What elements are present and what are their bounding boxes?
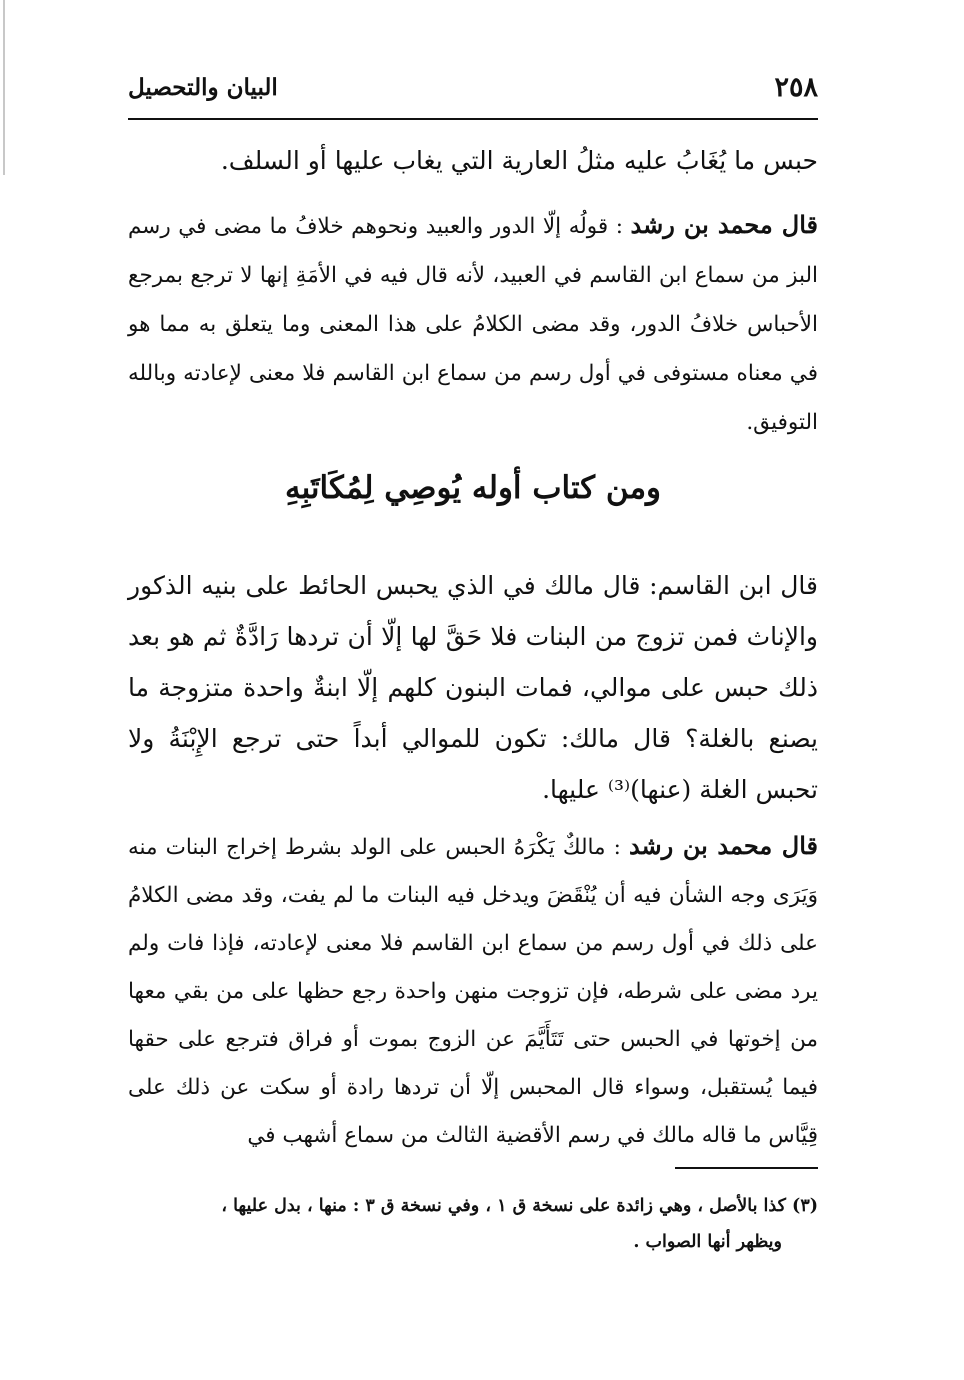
commentary-text-1: : قولُه إلّا الدور والعبيد ونحوهم خلافُ ما مضى في رسم البز من سماع ابن القاسم في العبيد، لأنه قال فيه في الأمَةِ إنها لا ترجع بمرجع الأحباس خلافُ الدور، وقد مضى الكلامُ على هذا المعنى وما يتعلق به مما هو في معناه مستوفى في أول رسم من سماع ابن القاسم فلا معنى لإعادته وبالله التوفيق. bbox=[128, 214, 818, 435]
commentary-paragraph-1 bbox=[128, 200, 818, 447]
scan-margin-line bbox=[3, 0, 5, 175]
text-paragraph: قال ابن القاسم: قال مالك في الذي يحبس الحائط على بنيه الذكور والإناث فمن تزوج من البنات فلا حَقَّ لها إلّا أن تردها رَادَّةٌ ثم هو بعد ذلك حبس على موالي، فمات البنون كلهم إلّا ابنةٌ واحدة متزوجة ما يصنع بالغلة؟ قال مالك: تكون للموالي أبداً حتى ترجع الإِبْنَةُ ولا تحبس الغلة (عنها)⁽³⁾ عليها. bbox=[128, 571, 818, 804]
commentary-speaker-1: قال محمد بن رشد bbox=[630, 210, 818, 239]
footnote bbox=[128, 1188, 818, 1260]
commentary-speaker-2: قال محمد بن رشد bbox=[628, 831, 818, 860]
footnote-line-2: ويظهر أنها الصواب . bbox=[633, 1232, 782, 1252]
page-number: ٢٥٨ bbox=[774, 72, 818, 103]
section-title: ومن كتاب أوله يُوصِي لِمُكَاتَبِهِ bbox=[284, 470, 662, 506]
continuation-paragraph: حبس ما يُغَابُ عليه مثلُ العارية التي يغاب عليها أو السلف. bbox=[220, 146, 818, 175]
footnote-divider bbox=[675, 1167, 818, 1169]
running-header bbox=[128, 70, 818, 114]
header-divider bbox=[128, 118, 818, 120]
commentary-paragraph-2 bbox=[128, 822, 818, 1160]
commentary-text-2: : مالكٌ يَكْرَهُ الحبس على الولد بشرط إخراج البنات منه وَيَرَى وجه الشأن فيه أن يُنْقَضَ ويدخل فيه البنات ما لم يفت، وقد مضى الكلامُ على ذلك في أول رسم من سماع ابن القاسم فلا معنى لإعادته، فإذا فات ولم يرد مضى على شرطه، فإن تزوجت منهن واحدة رجع حظها على من بقي معها من إخوتها في الحبس حتى تَتَأَيَّمَ عن الزوج بموت أو فراق فترجع على حقها فيما يُستقبل، وسواء قال المحبس إلّا أن تردها رادة أو سكت عن ذلك على قِيَّاس ما قاله مالك في رسم الأقضية الثالث من سماع أشهب في bbox=[128, 835, 818, 1148]
running-title: البيان والتحصيل bbox=[128, 74, 278, 101]
footnote-line-1: (٣) كذا بالأصل ، وهي زائدة على نسخة ق ١ ، وفي نسخة ق ٣ : منها ، بدل عليها ، bbox=[221, 1196, 818, 1216]
